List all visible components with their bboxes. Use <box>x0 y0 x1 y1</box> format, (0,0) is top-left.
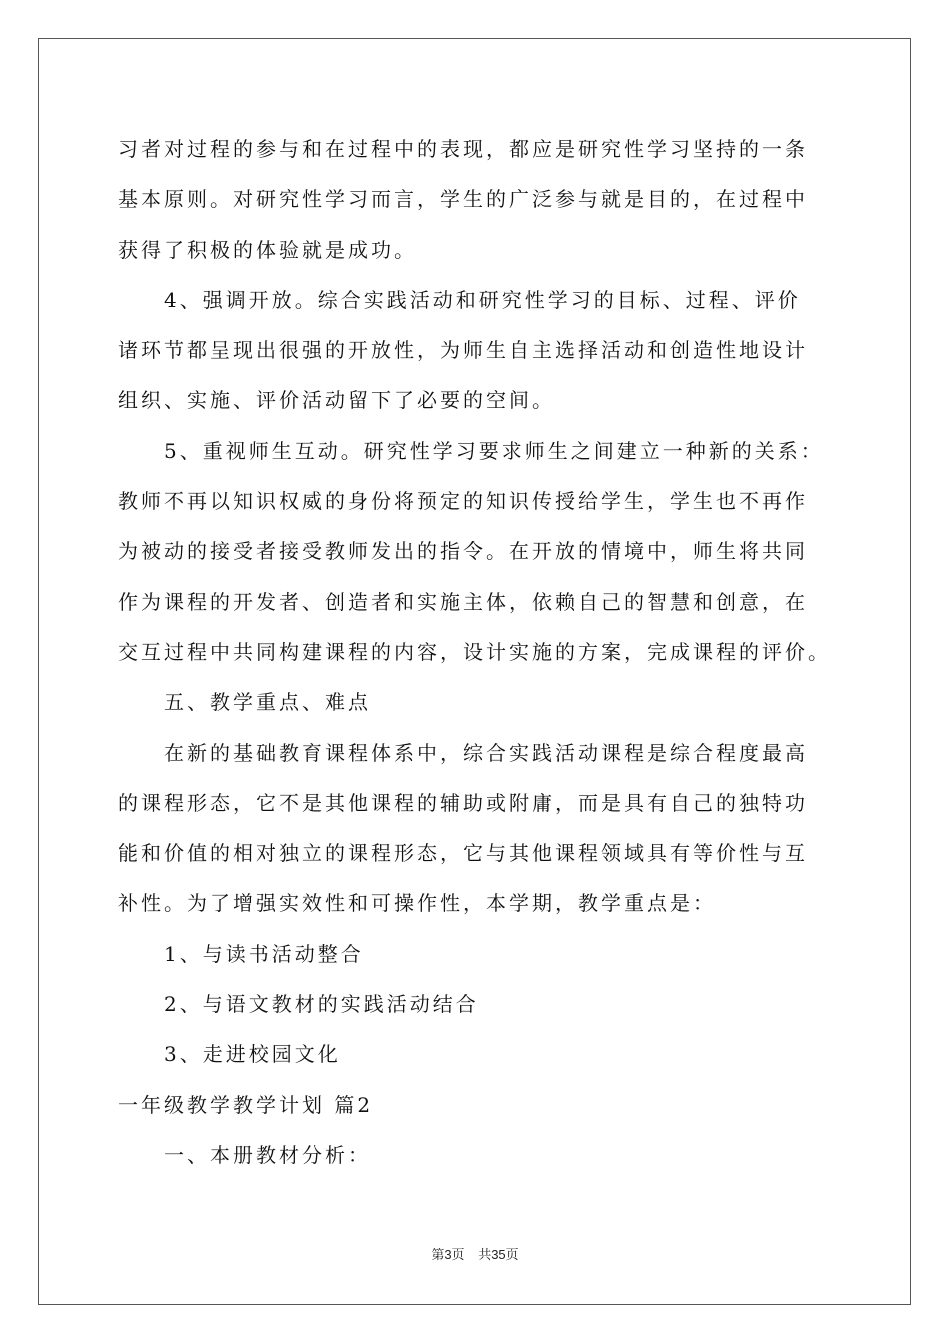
text-line: 在新的基础教育课程体系中，综合实践活动课程是综合程度最高 <box>164 740 808 765</box>
text-line: 能和价值的相对独立的课程形态，它与其他课程领域具有等价性与互 <box>118 841 808 866</box>
text-line: 基本原则。对研究性学习而言，学生的广泛参与就是目的，在过程中 <box>118 187 808 212</box>
page-total: 共35页 <box>478 1247 519 1262</box>
text-line: 组织、实施、评价活动留下了必要的空间。 <box>118 388 555 413</box>
text-line: 五、教学重点、难点 <box>164 690 371 715</box>
text-line: 一、本册教材分析： <box>164 1142 371 1167</box>
text-line: 4、强调开放。综合实践活动和研究性学习的目标、过程、评价 <box>164 287 801 312</box>
page-footer <box>0 1244 950 1263</box>
text-line: 2、与语文教材的实践活动结合 <box>164 992 479 1017</box>
text-line: 习者对过程的参与和在过程中的表现，都应是研究性学习坚持的一条 <box>118 137 808 161</box>
text-line: 的课程形态，它不是其他课程的辅助或附庸，而是具有自己的独特功 <box>118 790 808 815</box>
text-line: 教师不再以知识权威的身份将预定的知识传授给学生，学生也不再作 <box>118 489 808 514</box>
page-number: 第3页 <box>431 1247 465 1262</box>
text-line: 为被动的接受者接受教师发出的指令。在开放的情境中，师生将共同 <box>118 539 808 564</box>
text-line: 补性。为了增强实效性和可操作性，本学期，教学重点是： <box>118 891 716 916</box>
text-line: 获得了积极的体验就是成功。 <box>118 237 417 262</box>
text-line: 5、重视师生互动。研究性学习要求师生之间建立一种新的关系： <box>164 438 824 463</box>
text-line: 交互过程中共同构建课程的内容，设计实施的方案，完成课程的评价。 <box>118 639 831 664</box>
text-line: 一年级教学教学计划 篇2 <box>118 1092 374 1117</box>
text-line: 作为课程的开发者、创造者和实施主体，依赖自己的智慧和创意，在 <box>118 589 808 614</box>
text-line: 1、与读书活动整合 <box>164 941 364 966</box>
text-line: 诸环节都呈现出很强的开放性，为师生自主选择活动和创造性地设计 <box>118 338 808 363</box>
text-line: 3、走进校园文化 <box>164 1042 341 1067</box>
document-body <box>118 124 838 1180</box>
